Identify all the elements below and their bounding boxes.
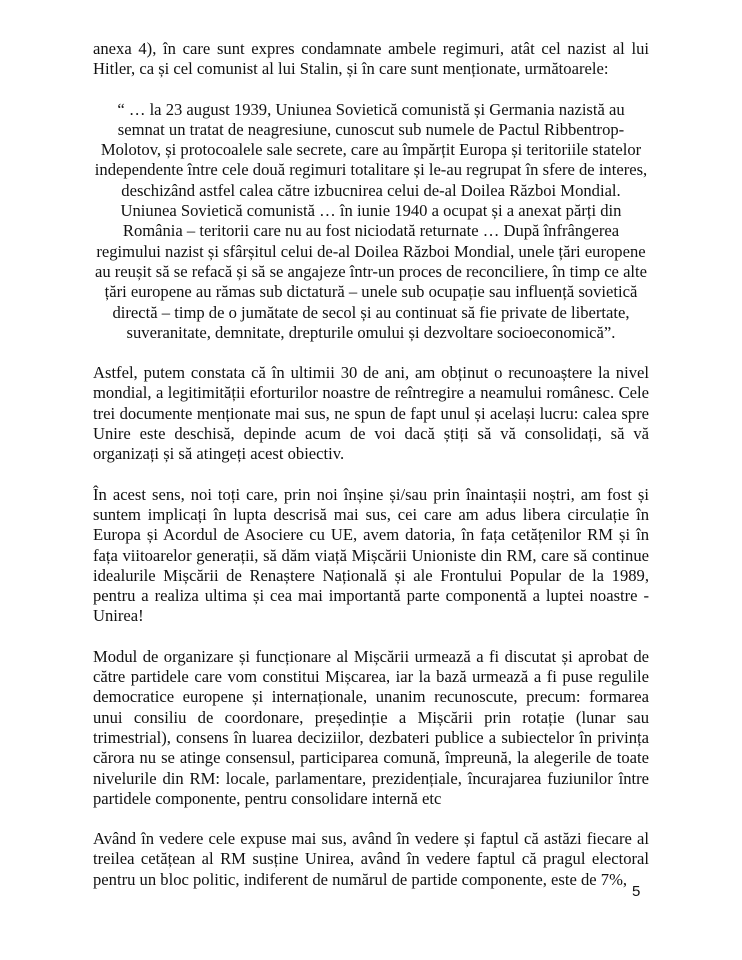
paragraph-intro: anexa 4), în care sunt expres condamnate ambele regimuri, atât cel nazist al lui Hitler, ca și cel comunist al lui Stalin, și în care sunt menționate, următoarele: <box>93 39 649 79</box>
paragraph-organization: Modul de organizare și funcționare al Mișcării urmează a fi discutat și aprobat de către partidele care vom constitui Mișcarea, iar la bază urmează a fi puse regulile democratice europene și internaționale, unanim recunoscute, precum: formarea unui consiliu de coordonare, președinție a Mișcării prin rotație (lunar sau trimestrial), consens în luarea deciziilor, dezbateri publice a subiectelor în privința cărora nu se atinge consensul, participarea comună, împreună, la alegerile de toate nivelurile din RM: locale, parlamentare, prezidențiale, încurajarea fuziunilor între partidele componente, pentru consolidare internă etc <box>93 646 649 808</box>
paragraph-recognition: Astfel, putem constata că în ultimii 30 de ani, am obținut o recunoaștere la nivel mondial, a legitimității eforturilor noastre de reîntregire a neamului românesc. Cele trei documente menționate mai sus, ne spun de fapt unul și același lucru: calea spre Unire este deschisă, depinde acum de voi dacă știți să vă consolidați, să vă organizați și să atingeți acest obiectiv. <box>93 363 649 464</box>
quoted-declaration: “ … la 23 august 1939, Uniunea Sovietică comunistă și Germania nazistă au semnat un tratat de neagresiune, cunoscut sub numele de Pactul Ribbentrop-Molotov, și protocoalele sale secrete, care au împărțit Europa și teritoriile statelor independente între cele două regimuri totalitare și le-au regrupat în sfere de interes, deschizând astfel calea către izbucnirea celui de-al Doilea Război Mondial. Uniunea Sovietică comunistă … în iunie 1940 a ocupat și a anexat părți din România – teritorii care nu au fost niciodată returnate … După înfrângerea regimului nazist și sfârșitul celui de-al Doilea Război Mondial, unele țări europene au reușit să se refacă și să se angajeze într-un proces de reconciliere, în timp ce alte țări europene au rămas sub dictatură – unele sub ocupație sau influență sovietică directă – timp de o jumătate de secol și au continuat să fie private de libertate, suveranitate, demnitate, drepturile omului și dezvoltare socioeconomică”. <box>94 99 648 342</box>
paragraph-unionist-movement: În acest sens, noi toți care, prin noi înșine și/sau prin înaintașii noștri, am fost și suntem implicați în lupta descrisă mai sus, cei care am adus libera circulație în Europa și Acordul de Asociere cu UE, avem datoria, în fața cetățenilor RM și în fața viitoarelor generații, să dăm viață Mișcării Unioniste din RM, care să continue idealurile Mișcării de Renaștere Națională și ale Frontului Popular de la 1989, pentru a realiza ultima și cea mai importantă parte componentă a luptei noastre - Unirea! <box>93 484 649 626</box>
page-number: 5 <box>632 883 641 900</box>
document-body <box>93 39 649 910</box>
paragraph-conclusion: Având în vedere cele expuse mai sus, având în vedere și faptul că astăzi fiecare al treilea cetățean al RM susține Unirea, având în vedere faptul că pragul electoral pentru un bloc politic, indiferent de numărul de partide componente, este de 7%, <box>93 829 649 889</box>
